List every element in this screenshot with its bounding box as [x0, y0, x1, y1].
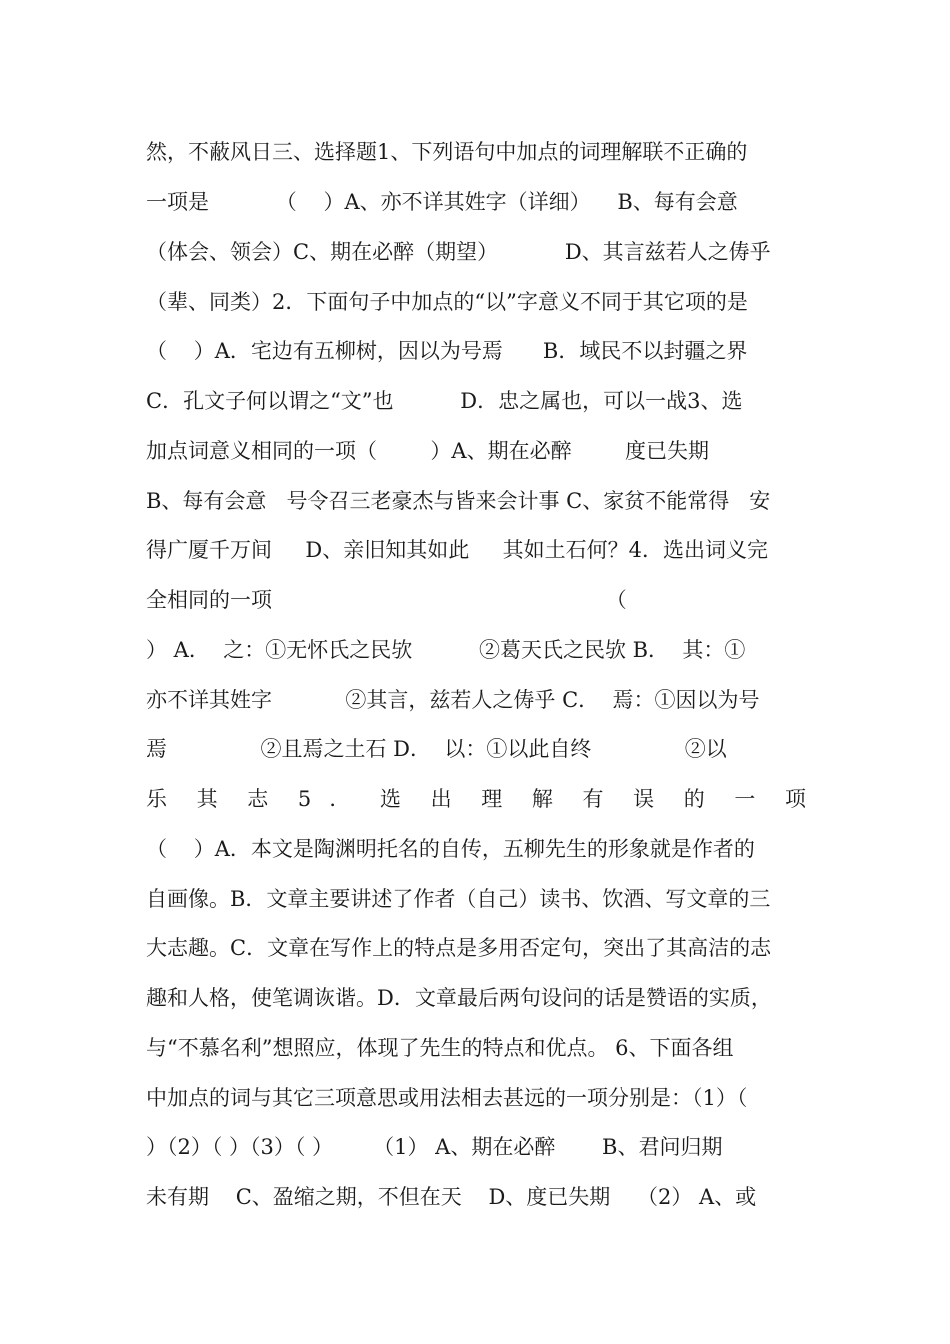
text-line: 一项是 （ ）A、亦不详其姓字（详细） B、每有会意 [146, 190, 738, 214]
text-line: 然，不蔽风日三、选择题1、下列语句中加点的词理解联不正确的 [146, 140, 748, 164]
text-line: （辈、同类）2．下面句子中加点的“以”字意义不同于其它项的是 [146, 290, 748, 314]
text-line: 大志趣。C．文章在写作上的特点是多用否定句，突出了其高洁的志 [146, 936, 772, 960]
text-line: ）（2）（ ）（3）（ ） （1） A、期在必醉 B、君问归期 [146, 1135, 723, 1159]
text-line: ） A． 之：①无怀氏之民欤 ②葛天氏之民欤 B． 其：① [146, 638, 746, 662]
text-line: 焉 ②且焉之土石 D． 以：①以此自终 ②以 [146, 737, 727, 761]
text-line: 趣和人格，使笔调诙谐。D．文章最后两句设问的话是赞语的实质， [146, 986, 772, 1010]
text-line: 乐 其 志 5 ． 选 出 理 解 有 误 的 一 项 [146, 787, 806, 811]
text-line: 得广厦千万间 D、亲旧知其如此 其如土石何？4．选出词义完 [146, 538, 768, 562]
text-line: 中加点的词与其它三项意思或用法相去甚远的一项分别是：（1）（ [146, 1086, 748, 1110]
text-line: 加点词意义相同的一项（ ）A、期在必醉 度已失期 [146, 439, 709, 463]
text-line: 亦不详其姓字 ②其言，兹若人之俦乎 C． 焉：①因以为号 [146, 688, 760, 712]
text-line: B、每有会意 号令召三老豪杰与皆来会计事 C、家贫不能常得 安 [146, 489, 771, 513]
text-line: C．孔文子何以谓之“文”也 D．忠之属也，可以一战3、选 [146, 389, 743, 413]
text-line: 未有期 C、盈缩之期，不但在天 D、度已失期 （2） A、或 [146, 1185, 757, 1209]
text-line: （ ）A．本文是陶渊明托名的自传，五柳先生的形象就是作者的 [146, 837, 755, 861]
text-line: （体会、领会）C、期在必醉（期望） D、其言兹若人之俦乎 [146, 240, 771, 264]
text-line: 与“不慕名利”想照应，体现了先生的特点和优点。 6、下面各组 [146, 1036, 734, 1060]
text-line: （ ）A．宅边有五柳树，因以为号焉 B．域民不以封疆之界 [146, 339, 748, 363]
text-line: 全相同的一项 （ [146, 588, 627, 612]
text-line: 自画像。B．文章主要讲述了作者（自己）读书、饮酒、写文章的三 [146, 887, 771, 911]
